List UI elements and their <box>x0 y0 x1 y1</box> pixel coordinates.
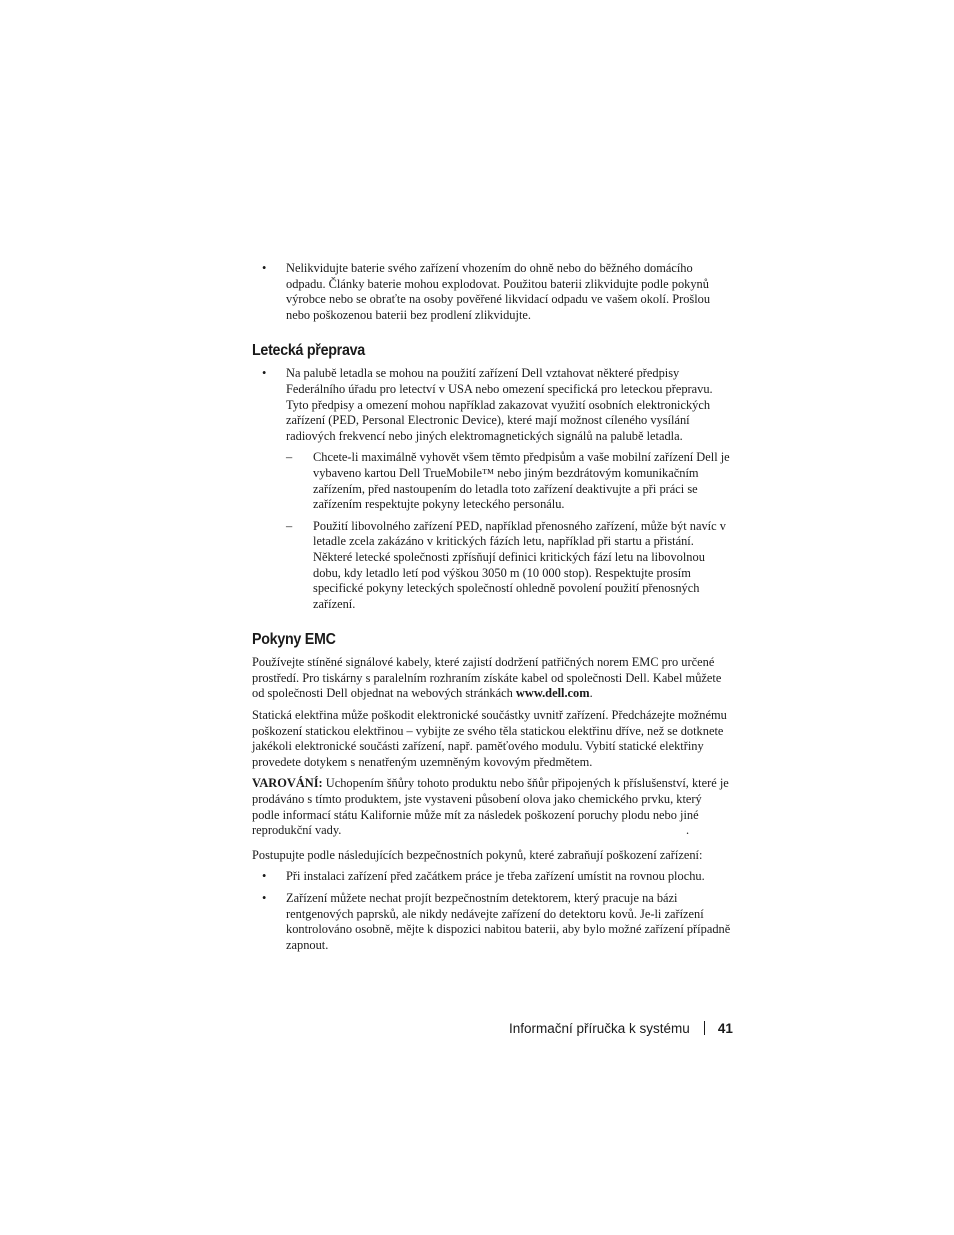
paragraph-end: . <box>589 686 593 701</box>
paragraph-safety: Postupujte podle následujících bezpečnostních pokynů, které zabraňují poškození zařízení: <box>252 847 703 862</box>
warning-trailing-dot: . <box>686 823 690 838</box>
bullet-mark: • <box>262 869 267 884</box>
bullet-text: Při instalaci zařízení před začátkem práce je třeba zařízení umístit na rovnou plochu. <box>286 869 705 884</box>
bullet-text: Na palubě letadla se mohou na použití zařízení Dell vztahovat některé předpisy Federálního úřadu pro letectví v USA nebo omezení specifická pro leteckou přepravu. Tyto předpisy a omezení mohou například zakazovat využití osobních elektronických zařízení (PED, Personal Electronic Device), které mají možnost cíleného vysílání radiových frekvencí nebo jiných elektromagnetických signálů na palubě letadla. <box>286 366 713 443</box>
page-content <box>252 261 732 953</box>
bullet-text: Zařízení můžete nechat projít bezpečnostním detektorem, který pracuje na bázi rentgenových paprsků, ale nikdy nedávejte zařízení do detektoru kovů. Je-li zařízení kontrolováno osobně, mějte k dispozici nabitou baterii, aby bylo možné zařízení případně zapnout. <box>286 891 731 952</box>
sub-list-item <box>252 450 732 512</box>
page-number: 41 <box>717 1021 733 1036</box>
list-item <box>252 261 732 323</box>
warning-label: VAROVÁNÍ: <box>252 776 323 791</box>
dash-mark: – <box>286 450 293 465</box>
paragraph-static: Statická elektřina může poškodit elektronické součástky uvnitř zařízení. Předcházejte možnému poškození statickou elektřinou – vybijte ze svého těla statickou elektřinu dříve, než se dotknete jakékoli elektronické součásti zařízení, např. paměťového modulu. Vybití statické elektřiny provedete dotykem s nenatřeným uzemněným kovovým předmětem. <box>252 708 727 769</box>
warning-paragraph <box>252 776 732 838</box>
sub-list-item <box>252 519 732 613</box>
bullet-mark: • <box>262 891 267 905</box>
section-heading-air-travel: Letecká přeprava <box>252 342 365 360</box>
list-item <box>252 869 732 885</box>
bullet-mark: • <box>262 366 267 381</box>
list-item <box>252 366 732 444</box>
dash-mark: – <box>286 518 293 533</box>
bullet-mark: • <box>262 261 267 275</box>
paragraph-cables <box>252 655 732 702</box>
page-footer <box>509 1020 739 1038</box>
section-heading-emc: Pokyny EMC <box>252 631 336 649</box>
website-link: www.dell.com <box>515 686 590 701</box>
footer-separator <box>704 1021 705 1035</box>
footer-title: Informační příručka k systému <box>509 1021 690 1036</box>
bullet-text: Nelikvidujte baterie svého zařízení vhozením do ohně nebo do běžného domácího odpadu. Články baterie mohou explodovat. Použitou baterii zlikvidujte podle pokynů výrobce nebo se obraťte na osoby pověřené likvidací odpadu ve vašem okolí. Prošlou nebo poškozenou baterii bez prodlení zlikvidujte. <box>286 261 711 322</box>
dash-text: Chcete-li maximálně vyhovět všem těmto předpisům a vaše mobilní zařízení Dell je vybaveno kartou Dell TrueMobile™ nebo jiným bezdrátovým komunikačním zařízením, před nastoupením do letadla toto zařízení deaktivujte a při práci se zařízením respektujte pokyny leteckého personálu. <box>313 450 730 512</box>
warning-text: Uchopením šňůry tohoto produktu nebo šňůr připojených k příslušenství, které je prodáváno s tímto produktem, jste vystaveni působení olova jako chemického prvku, který podle informací státu Kalifornie může mít za následek poškození poruchy plodu nebo jiné reprodukční vady. <box>252 776 729 838</box>
paragraph-text: Používejte stíněné signálové kabely, které zajistí dodržení patřičných norem EMC pro určené prostředí. Pro tiskárny s paralelním rozhraním získáte kabel od společnosti Dell. Kabel můžete od společnosti Dell objednat na webových stránkách <box>252 655 722 701</box>
list-item <box>252 891 732 953</box>
dash-text: Použití libovolného zařízení PED, například přenosného zařízení, může být navíc v letadle zcela zakázáno v kritických fázích letu, například při startu a přistání. Některé letecké společnosti zpřísňují definici kritických fází letu na libovolnou dobu, kdy letadlo letí pod výškou 3050 m (10 000 stop). Respektujte prosím specifické pokyny leteckých společností ohledně povolení použití přenosných zařízení. <box>313 518 726 611</box>
